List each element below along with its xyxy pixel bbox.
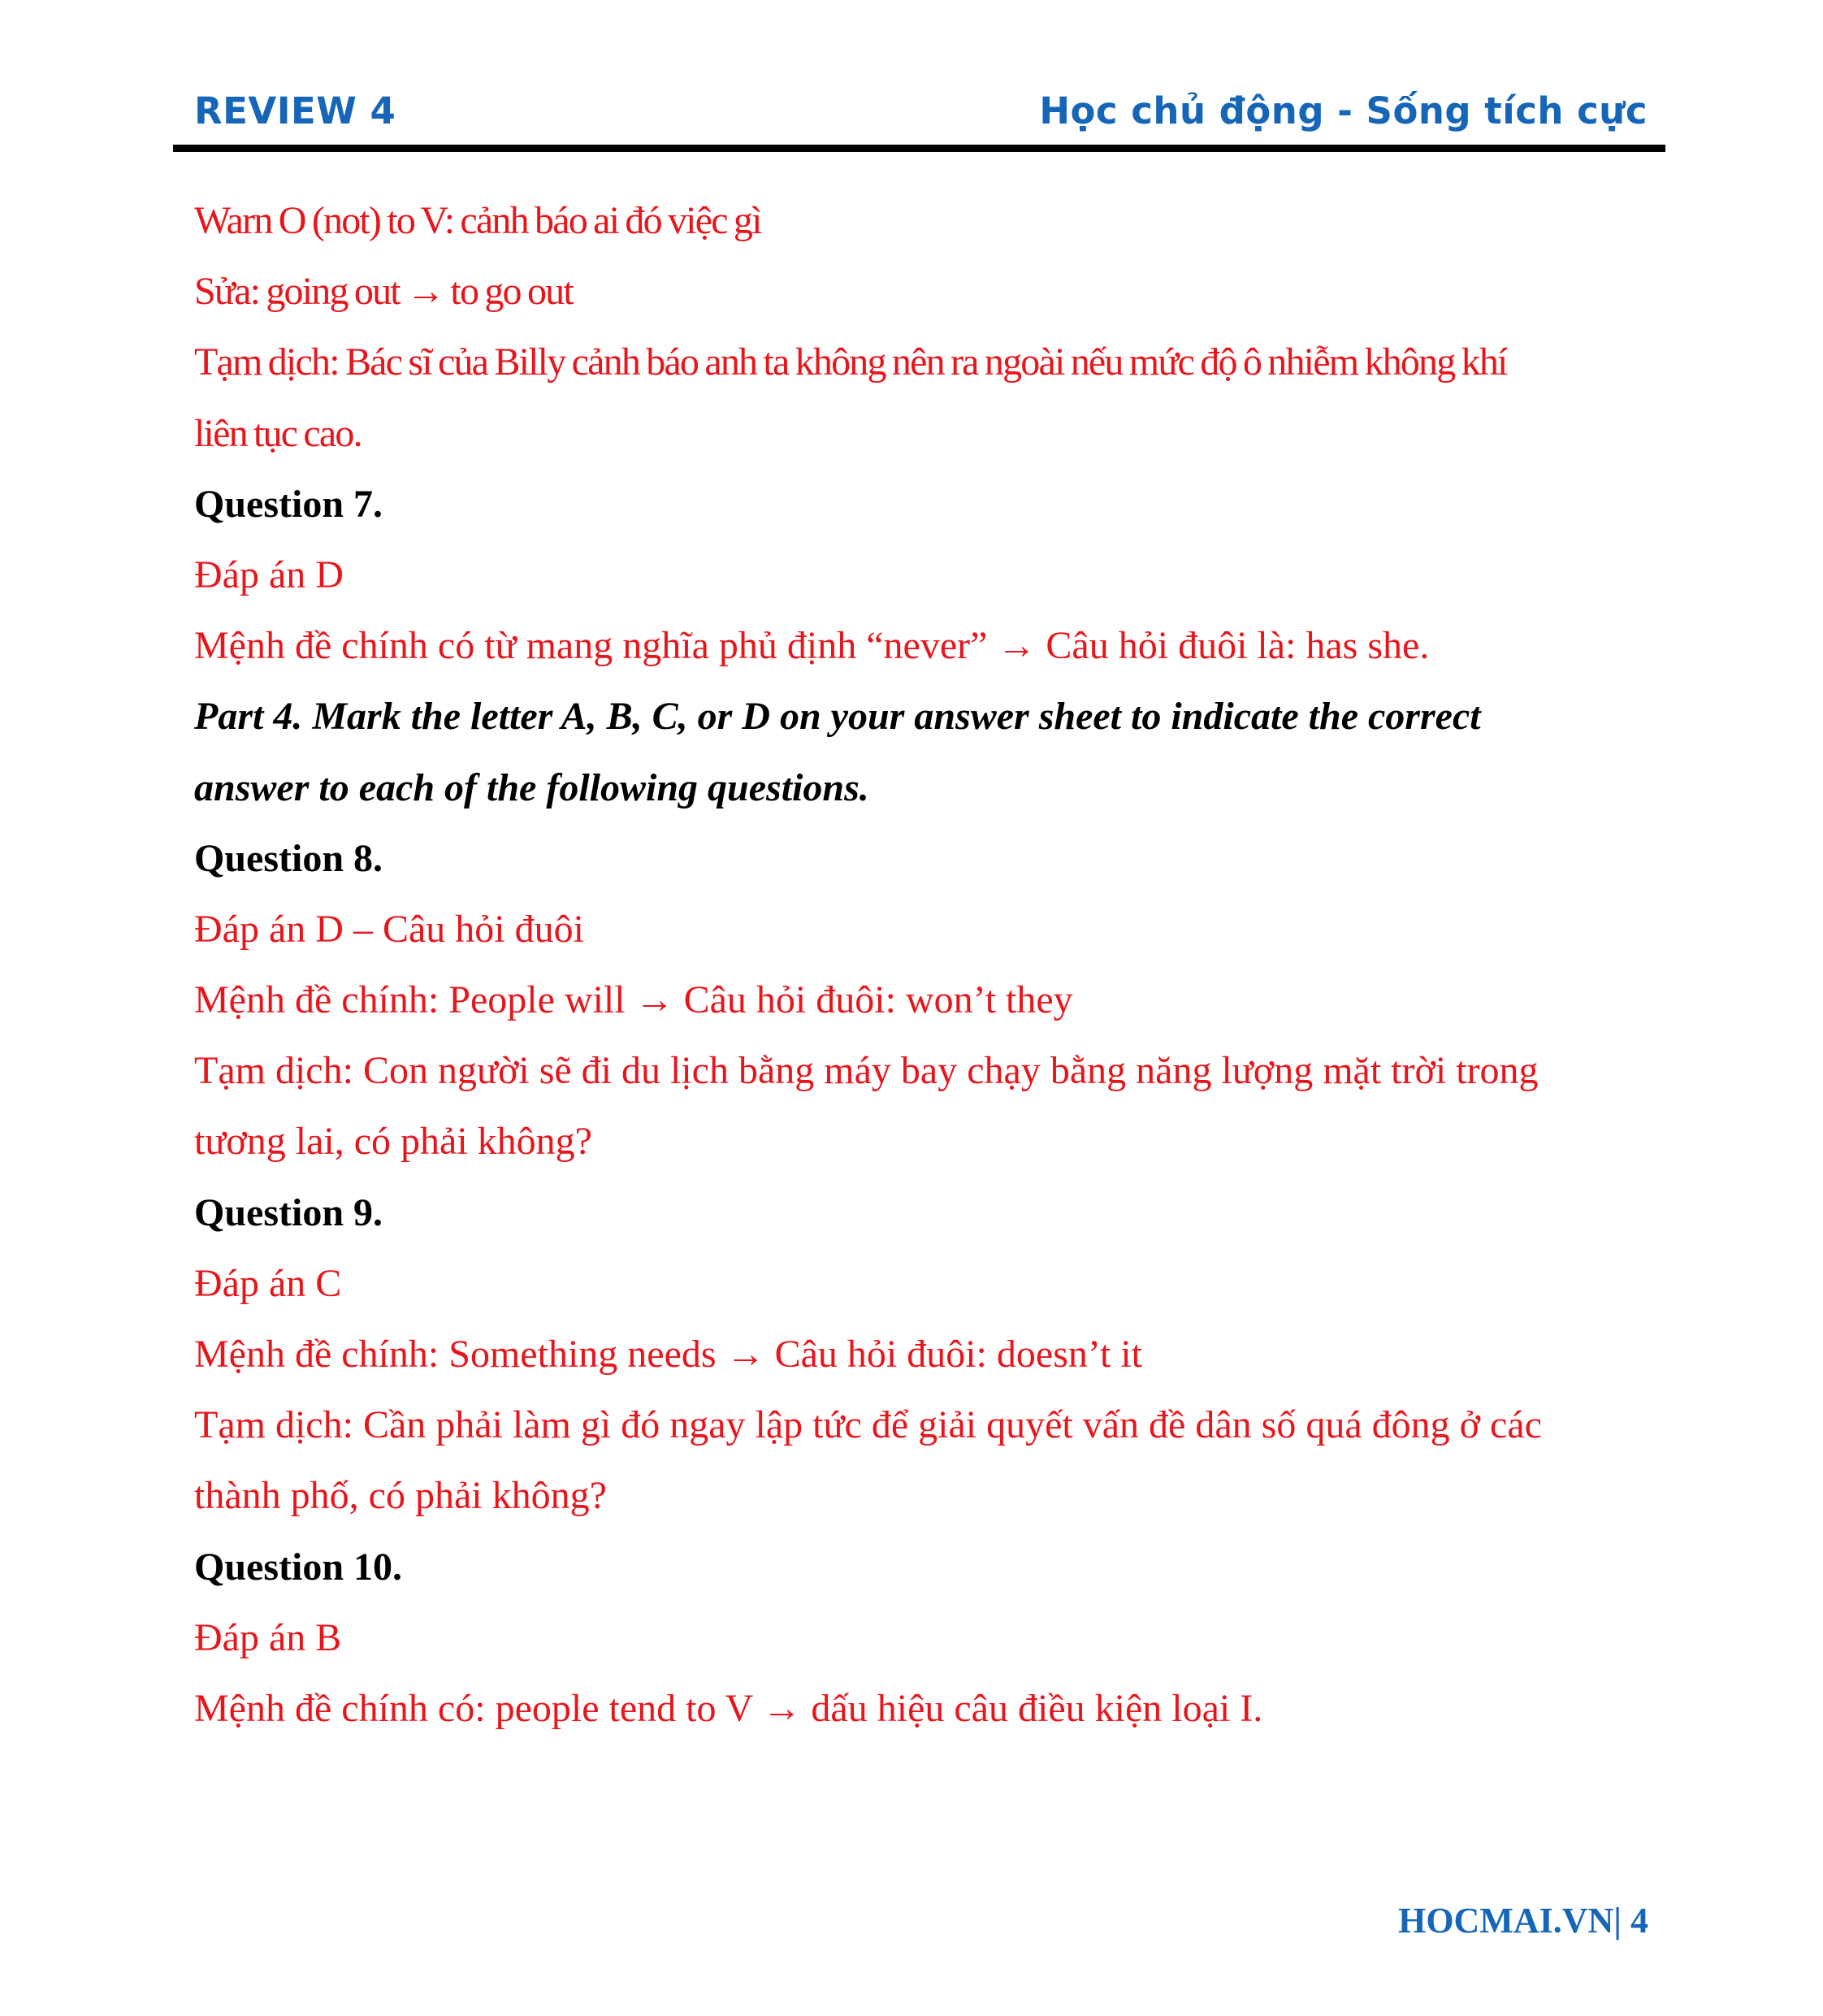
grammar-note: Warn O (not) to V: cảnh báo ai đó việc gì bbox=[194, 199, 761, 242]
document-body bbox=[194, 185, 1656, 1744]
question-9-heading: Question 9. bbox=[194, 1190, 383, 1234]
question-9-answer: Đáp án C bbox=[194, 1261, 342, 1305]
question-8-translation: Tạm dịch: Con người sẽ đi du lịch bằng máy bay chạy bằng năng lượng mặt trời trong bbox=[194, 1049, 1539, 1093]
question-9-translation-continued: thành phố, có phải không? bbox=[194, 1474, 607, 1518]
header-slogan: Học chủ động - Sống tích cực bbox=[1039, 89, 1648, 132]
question-10-explanation: Mệnh đề chính có: people tend to V → dấu hiệu câu điều kiện loại I. bbox=[194, 1686, 1263, 1730]
part-4-instruction: Part 4. Mark the letter A, B, C, or D on your answer sheet to indicate the correct bbox=[194, 695, 1481, 739]
question-9-translation: Tạm dịch: Cần phải làm gì đó ngay lập tức để giải quyết vấn đề dân số quá đông ở các bbox=[194, 1403, 1542, 1447]
translation-line: Tạm dịch: Bác sĩ của Billy cảnh báo anh ta không nên ra ngoài nếu mức độ ô nhiễm không khí bbox=[194, 340, 1507, 384]
question-10-heading: Question 10. bbox=[194, 1545, 403, 1589]
question-9-explanation: Mệnh đề chính: Something needs → Câu hỏi đuôi: doesn’t it bbox=[194, 1333, 1142, 1376]
question-8-answer: Đáp án D – Câu hỏi đuôi bbox=[194, 907, 584, 951]
header-review-title: REVIEW 4 bbox=[194, 89, 396, 132]
correction-line: Sửa: going out → to go out bbox=[194, 270, 573, 314]
question-7-heading: Question 7. bbox=[194, 482, 383, 526]
question-10-answer: Đáp án B bbox=[194, 1615, 342, 1659]
question-8-translation-continued: tương lai, có phải không? bbox=[194, 1120, 592, 1164]
question-8-heading: Question 8. bbox=[194, 836, 383, 880]
question-7-explanation: Mệnh đề chính có từ mang nghĩa phủ định “never” → Câu hỏi đuôi là: has she. bbox=[194, 624, 1430, 668]
translation-line-continued: liên tục cao. bbox=[194, 411, 362, 455]
question-7-answer: Đáp án D bbox=[194, 553, 344, 596]
page-footer: HOCMAI.VN| 4 bbox=[1398, 1901, 1648, 1940]
page-header bbox=[173, 80, 1665, 152]
part-4-instruction-continued: answer to each of the following questions. bbox=[194, 765, 869, 809]
question-8-explanation: Mệnh đề chính: People will → Câu hỏi đuôi: won’t they bbox=[194, 978, 1073, 1022]
